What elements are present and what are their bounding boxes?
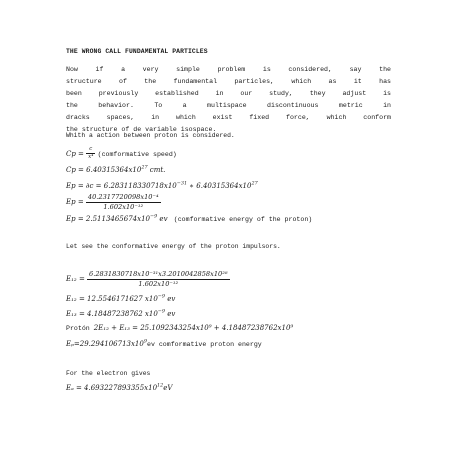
unit: eV xyxy=(163,384,173,392)
equation-text: E₁₃ = 4.18487238762 x10 xyxy=(66,310,158,318)
equation-electron-energy xyxy=(66,382,173,392)
equation-e12-fraction xyxy=(66,271,230,287)
equation-note: ev comformative proton energy xyxy=(146,341,262,348)
equation-cp-definition xyxy=(66,147,177,161)
fraction xyxy=(87,271,229,287)
fraction xyxy=(86,147,95,161)
fraction-numerator: 40.2317720098x10⁻⁴ xyxy=(87,193,159,201)
intro-line: the structure of de variable isospace. xyxy=(66,126,217,134)
equation-note: (comformative speed) xyxy=(97,150,177,158)
equation-proton-sum xyxy=(66,325,293,333)
equation-text: Ep = ∂c = 6.283118330718x10 xyxy=(66,182,177,190)
unit: ev xyxy=(165,295,176,303)
exponent: 27 xyxy=(251,180,258,187)
equation-text: E₁₂ = 12.5546171627 x10 xyxy=(66,295,158,303)
intro-line: Now if a very simple problem is considered, say the xyxy=(66,66,391,73)
equation-text: Eₐ = 4.693227893355x10 xyxy=(66,384,158,392)
intro-line: structure of the fundamental particles, which as it has xyxy=(66,78,391,86)
unit: ev xyxy=(157,215,168,223)
equation-lhs: E₁₂ = xyxy=(66,275,85,284)
action-sentence: Whith a action between proton is considered. xyxy=(66,132,235,139)
equation-proton-energy xyxy=(66,338,262,349)
equation-cp-value xyxy=(66,164,166,174)
intro-line: been previously established in our study, they adjust is xyxy=(66,90,391,98)
equation-text: ∗ 6.40315364x10 xyxy=(187,182,252,190)
fraction-numerator: 6.2831830718x10⁻³¹x3.2010042858x10²⁸ xyxy=(89,270,228,278)
equation-label: Protón xyxy=(66,325,94,332)
exponent: −9 xyxy=(157,293,166,300)
equation-e13-result xyxy=(66,308,176,318)
fraction xyxy=(86,194,161,210)
exponent: −31 xyxy=(176,180,188,187)
fraction-denominator: 1.602x10⁻¹² xyxy=(103,202,144,211)
exponent: −9 xyxy=(149,213,158,220)
equation-text: Ep = 2.5113465674x10 xyxy=(66,215,150,223)
fraction-denominator: 1.602x10⁻¹² xyxy=(138,279,179,288)
impulsors-sentence: Let see the conformative energy of the proton impulsors. xyxy=(66,243,281,250)
electron-sentence: For the electron gives xyxy=(66,370,151,377)
fraction-numerator: c xyxy=(86,147,95,154)
equation-note: (comformative energy of the proton) xyxy=(173,216,313,223)
unit: cmt. xyxy=(147,166,166,174)
intro-line: dracks spaces, in which exist fixed force, which conform xyxy=(66,114,391,122)
equation-e12-result xyxy=(66,293,176,303)
exponent: 9 xyxy=(143,338,147,345)
equation-ep-product xyxy=(66,180,258,190)
equation-ep-fraction xyxy=(66,194,161,210)
equation-lhs: Cp = xyxy=(66,149,84,158)
fraction-denominator: x⁴ xyxy=(88,154,94,161)
equation-text: Eₚ=29.294106713x10 xyxy=(66,340,144,348)
equation-text: 2E₁₂ + E₁₃ = 25.1092343254x10⁹ + 4.18487238762x10⁹ xyxy=(93,324,294,332)
equation-ep-result xyxy=(66,213,313,224)
equation-text: Cp = 6.40315364x10 xyxy=(66,166,142,174)
intro-line: the behavior. To a multispace discontinuous metric in xyxy=(66,102,391,110)
equation-lhs: Ep = xyxy=(66,198,84,207)
unit: ev xyxy=(165,310,176,318)
exponent: −9 xyxy=(157,308,166,315)
exponent: 27 xyxy=(141,164,148,171)
document-title: THE WRONG CALL FUNDAMENTAL PARTICLES xyxy=(66,48,208,55)
exponent: 12 xyxy=(157,382,164,389)
intro-paragraph xyxy=(66,64,391,137)
